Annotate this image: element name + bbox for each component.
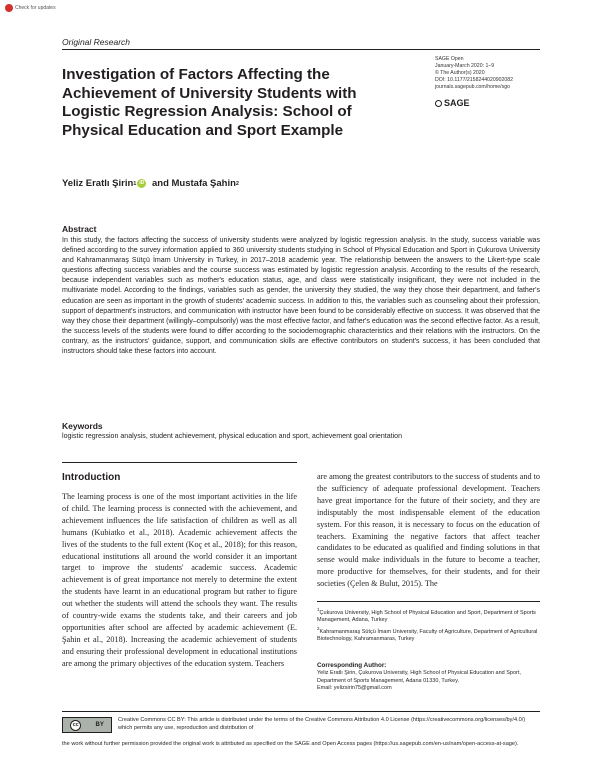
author-connector: and [149, 178, 172, 189]
check-updates-label: Check for updates [15, 5, 56, 11]
corresponding-author-heading: Corresponding Author: [317, 662, 387, 669]
introduction-heading: Introduction [62, 472, 121, 483]
article-title: Investigation of Factors Affecting the Achievement of University Students with Logistic Regression Analysis: School of Physical Education and Sport Example [62, 66, 357, 139]
journal-copyright: © The Author(s) 2020 [435, 70, 485, 76]
affiliation-2-text: Kahramanmaraş Sütçü İmam University, Faculty of Agriculture, Department of Agricultural Biotechnology, Kahramanmaras, Turkey [317, 628, 538, 643]
journal-info [435, 56, 513, 91]
affiliation-rule [317, 601, 540, 602]
corresponding-author-address: Yeliz Eratlı Şirin, Çukurova University, High School of Physical Education and Sport, Department of Sports Management, Adana 01330, Turkey. [317, 670, 521, 684]
abstract-heading: Abstract [62, 224, 97, 234]
sage-logo [435, 98, 470, 108]
affiliation-2-number: 2 [317, 625, 320, 631]
corresponding-author [317, 670, 540, 693]
sage-logo-text: SAGE [444, 98, 470, 108]
footer-rule [62, 711, 540, 712]
author-1: Yeliz Eratlı Şirin [62, 178, 134, 189]
article-type: Original Research [62, 37, 131, 47]
introduction-column-2: are among the greatest contributors to the success of students and to the sufficiency of adequate professional development. Teachers have great importance for the future of their society, and they are indisputably the most indispensable element of the education system. For this reason, it is necessary to focus on the education of teachers. Examining the negative factors that affect teacher candidates to be educated as qualified and finding solutions in that sense would make individuals in the future to become a teacher, more productive for themselves, for their students, and for their societies (Çelen & Bulut, 2015). The [317, 472, 540, 589]
journal-issue: January-March 2020: 1–9 [435, 63, 495, 69]
license-text-2: the work without further permission provided the original work is attributed as specified on the SAGE and Open Access pages (https://us.sagepub.com/en-us/nam/open-access-at-sage). [62, 741, 519, 747]
journal-doi[interactable]: DOI: 10.1177/2158244020902082 [435, 77, 514, 83]
journal-url[interactable]: journals.sagepub.com/home/sgo [435, 84, 510, 90]
cc-by-badge[interactable] [62, 717, 112, 733]
journal-name: SAGE Open [435, 56, 464, 62]
author-1-affiliation: 1 [133, 180, 137, 187]
intro-rule [62, 462, 297, 463]
affiliation-2 [317, 625, 540, 644]
author-line [62, 178, 239, 189]
keywords-heading: Keywords [62, 421, 103, 431]
author-2: Mustafa Şahin [171, 178, 236, 189]
introduction-column-1: The learning process is one of the most important activities in the life of child. The learning process is connected with the achievement, and achievement influences the life satisfaction of children as well as all humans (Kubiatko et al., 2018). Academic achievement affects the lives of the students to the full extent (Koç et al., 2018); for this reason, educational institutions all around the world consider it an important target to improve the students' academic success. Academic achievement is of great importance not merely to determine the extent the students have learnt in an educational program but rather to figure out whether the students will attend the schools they want. The results of country-wide exams the students take, and their careers and job opportunities after school are affected by academic achievement (E. Şahin et al., 2018). Increasing the academic achievement of students and ensuring their professional development in educational institutions are among the primary objectives of the education system. Teachers [62, 492, 297, 668]
affiliation-1-text: Çukurova University, High School of Physical Education and Sport, Department of Sports Management, Adana, Turkey [317, 609, 536, 624]
header-rule [62, 49, 540, 50]
license-text-1: Creative Commons CC BY: This article is distributed under the terms of the Creative Commons Attribution 4.0 License (https://creativecommons.org/licenses/by/4.0/) which permits any use, reproduction and distribution of [118, 717, 526, 732]
corresponding-author-email[interactable]: Email: yelizsirin75@gmail.com [317, 685, 392, 691]
affiliation-1 [317, 606, 540, 625]
check-for-updates-button[interactable] [5, 3, 57, 13]
author-2-affiliation: 2 [235, 180, 239, 187]
orcid-icon[interactable]: iD [139, 180, 145, 186]
keywords-text: logistic regression analysis, student achievement, physical education and sport, achievement goal orientation [62, 433, 403, 440]
cc-icon: cc [70, 720, 81, 731]
by-label: BY [95, 722, 104, 728]
abstract-text: In this study, the factors affecting the success of university students were analyzed by logistic regression analysis. In the study, success variable was defined according to the survey information applied to 360 university students studying in School of Physical Education and Sport in Çukurova University and Kahramanmaraş Sütçü İmam University in Turkey, in 2017–2018 academic year. The relationship between the answers to the Likert-type scale questions affecting success variables and the course success was estimated by logistic regression analysis. According to the results of the research, because independent variables such as mother's education status, age, and class were statistically insignificant, they were not included in the multivariate model. According to the findings, variables such as gender, the university they studied, the way they chose their department, and father's education are seen as important in the growth of students' academic success. In addition to this, the variables such as counseling about their profession, support of department's instructors, and communication with instructor have been found to be considerably effective on success. It was observed that the way they chose their department (willingly–compulsorily) was the most effective factor, and father's education was the second effective factor. As a result, the success levels of the students were found to differ according to the sociodemographic characteristics and their relations with the instructors. On the contrary, as the instructors' guidance, support, and communication skills are effective contributors on student's success, it has been concluded that instructors should take these factors into account. [62, 237, 540, 356]
check-updates-icon [5, 4, 13, 12]
sage-logo-icon [435, 100, 442, 107]
affiliations [317, 606, 540, 644]
affiliation-1-number: 1 [317, 607, 320, 612]
